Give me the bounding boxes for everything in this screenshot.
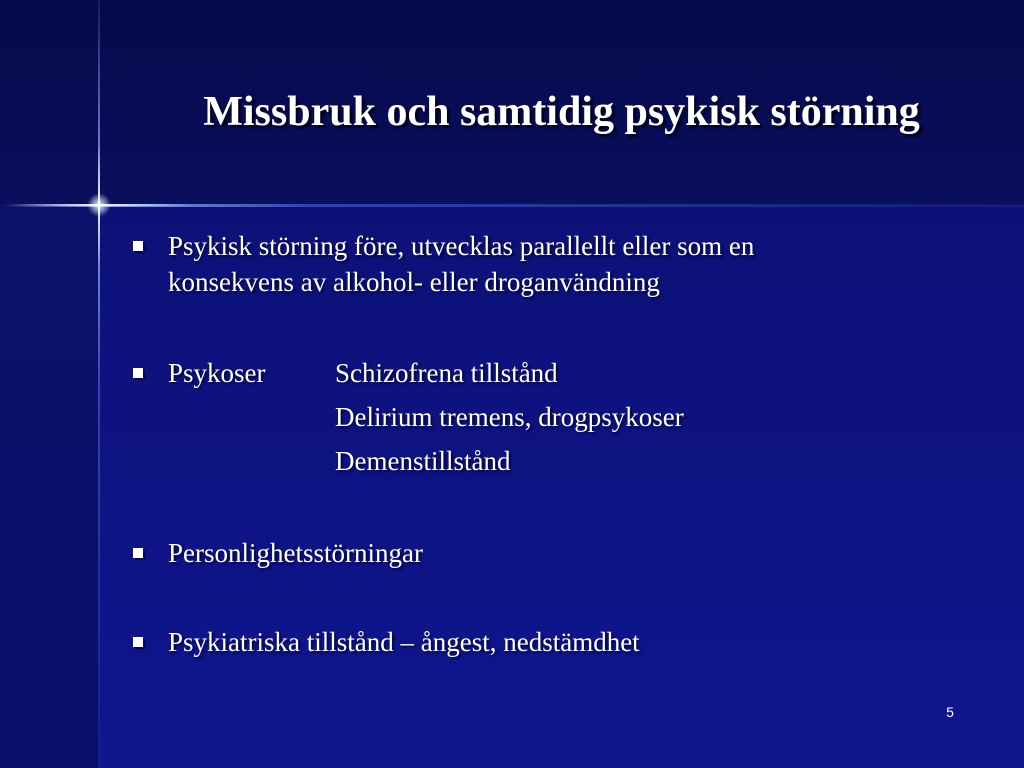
square-bullet-icon [133,548,143,558]
sub-item: Delirium tremens, drogpsykoser [335,402,684,432]
sparkle-ray-vertical [98,145,100,265]
slide-title: Missbruk och samtidig psykisk störning [203,89,920,135]
bullet-text: Psykiatriska tillstånd – ångest, nedstämdhet [168,627,640,657]
left-band [0,206,99,768]
bullet-term: Psykoser [168,358,266,388]
square-bullet-icon [133,368,143,378]
square-bullet-icon [133,241,143,251]
bullet-line: konsekvens av alkohol- eller droganvändning [168,267,660,297]
square-bullet-icon [133,637,143,647]
bullet-line: Psykisk störning före, utvecklas parallellt eller som en [168,231,755,261]
sub-item: Schizofrena tillstånd [335,358,558,388]
bullet-text [168,228,754,300]
sub-item: Demenstillstånd [335,446,511,476]
bullet-text: Personlighetsstörningar [168,538,423,568]
page-number: 5 [946,704,954,720]
